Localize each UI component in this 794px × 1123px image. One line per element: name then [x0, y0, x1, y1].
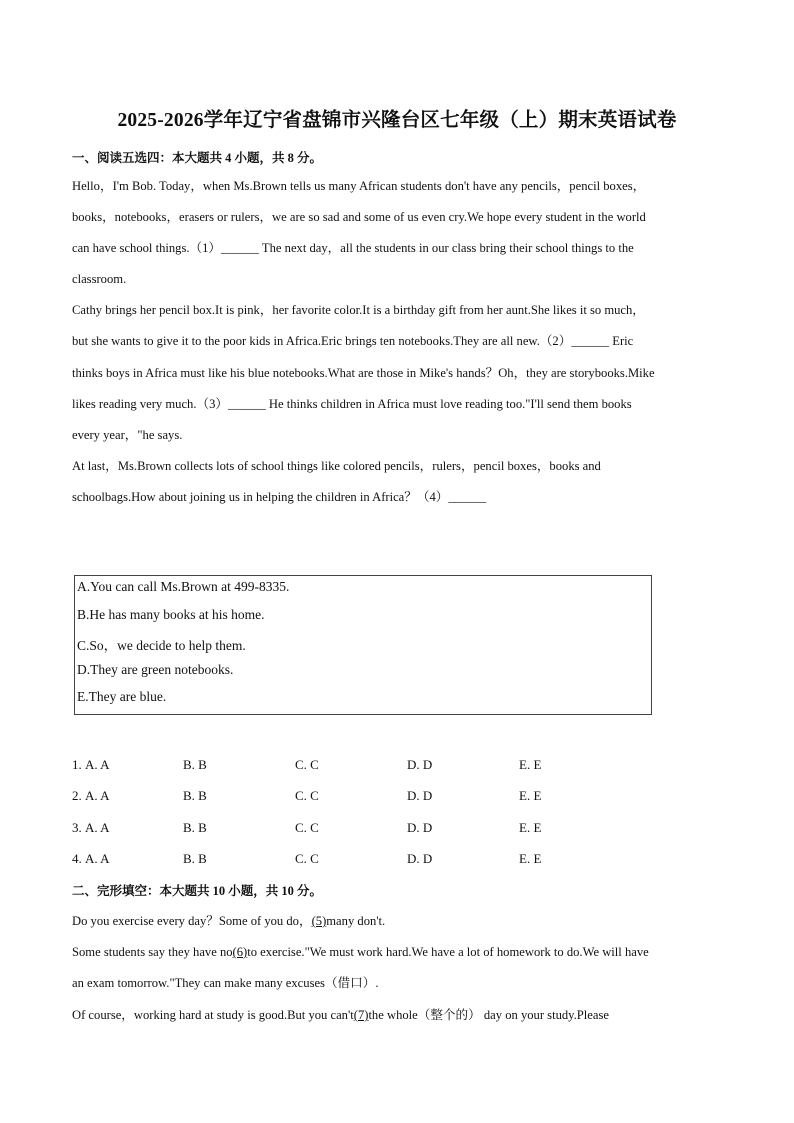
choice-e[interactable]: E. E	[519, 757, 542, 772]
choice-e[interactable]: E. E	[519, 851, 542, 866]
question-number: 3.	[72, 820, 82, 835]
question-row	[72, 820, 672, 838]
choice-e[interactable]: E. E	[519, 820, 542, 835]
choice-a[interactable]: A. A	[85, 788, 110, 803]
cloze-line	[72, 944, 649, 960]
choice-b[interactable]: B. B	[183, 851, 207, 866]
cloze-blank-7[interactable]: (7)	[353, 1008, 369, 1022]
passage-line: likes reading very much.（3）______ He thinks children in Africa must love reading too."I'll send them books	[72, 397, 632, 411]
choice-a[interactable]: A. A	[85, 820, 110, 835]
cloze-line: an exam tomorrow."They can make many excuses（借口）.	[72, 976, 379, 990]
cloze-line	[72, 913, 385, 929]
choice-b[interactable]: B. B	[183, 820, 207, 835]
question-row	[72, 757, 672, 775]
choice-d[interactable]: D. D	[407, 757, 433, 772]
cloze-text: to exercise."We must work hard.We have a lot of homework to do.We will have	[247, 945, 649, 959]
cloze-text: many don't.	[326, 914, 386, 928]
option-a: A.You can call Ms.Brown at 499-8335.	[77, 579, 290, 594]
choice-b[interactable]: B. B	[183, 788, 207, 803]
choice-a[interactable]: A. A	[85, 851, 110, 866]
cloze-blank-5[interactable]: (5)	[311, 914, 327, 928]
passage-line: books，notebooks，erasers or rulers，we are so sad and some of us even cry.We hope every student in the world	[72, 210, 646, 224]
passage-line: At last，Ms.Brown collects lots of school things like colored pencils，rulers，pencil boxes，books and	[72, 459, 601, 473]
cloze-blank-6[interactable]: (6)	[232, 945, 248, 959]
option-d: D.They are green notebooks.	[77, 662, 234, 677]
question-number: 2.	[72, 788, 82, 803]
choice-d[interactable]: D. D	[407, 820, 433, 835]
passage-line: Hello，I'm Bob. Today，when Ms.Brown tells us many African students don't have any pencils，pencil boxes，	[72, 179, 646, 193]
passage-line: thinks boys in Africa must like his blue notebooks.What are those in Mike's hands？Oh，they are storybooks.Mike	[72, 366, 655, 380]
section-2-heading: 二、完形填空：本大题共 10 小题，共 10 分。	[72, 884, 323, 898]
section-1-heading: 一、阅读五选四：本大题共 4 小题，共 8 分。	[72, 151, 323, 165]
choice-c[interactable]: C. C	[295, 757, 319, 772]
choice-c[interactable]: C. C	[295, 788, 319, 803]
cloze-line	[72, 1007, 609, 1023]
choice-b[interactable]: B. B	[183, 757, 207, 772]
question-row	[72, 788, 672, 806]
choice-e[interactable]: E. E	[519, 788, 542, 803]
question-number: 4.	[72, 851, 82, 866]
question-number: 1.	[72, 757, 82, 772]
question-row	[72, 851, 672, 869]
passage-line: Cathy brings her pencil box.It is pink，her favorite color.It is a birthday gift from her aunt.She likes it so much，	[72, 303, 645, 317]
choice-d[interactable]: D. D	[407, 788, 433, 803]
choice-c[interactable]: C. C	[295, 820, 319, 835]
page-title: 2025-2026学年辽宁省盘锦市兴隆台区七年级（上）期末英语试卷	[117, 110, 677, 131]
passage-line: schoolbags.How about joining us in helping the children in Africa？（4）______	[72, 490, 487, 504]
option-b: B.He has many books at his home.	[77, 607, 265, 622]
cloze-text: Some students say they have no	[72, 945, 233, 959]
cloze-text: the whole（整个的） day on your study.Please	[368, 1008, 609, 1022]
passage-line: can have school things.（1）______ The next day，all the students in our class bring their school things to the	[72, 241, 634, 255]
passage-line: classroom.	[72, 272, 127, 286]
choice-a[interactable]: A. A	[85, 757, 110, 772]
choice-d[interactable]: D. D	[407, 851, 433, 866]
cloze-text: Do you exercise every day？Some of you do，	[72, 914, 312, 928]
passage-line: but she wants to give it to the poor kids in Africa.Eric brings ten notebooks.They are all new.（2）______ Eric	[72, 334, 634, 348]
option-c: C.So，we decide to help them.	[77, 638, 246, 653]
options-box	[74, 575, 652, 715]
option-e: E.They are blue.	[77, 689, 167, 704]
choice-c[interactable]: C. C	[295, 851, 319, 866]
cloze-text: Of course，working hard at study is good.But you can't	[72, 1008, 354, 1022]
passage-line: every year，"he says.	[72, 428, 183, 442]
